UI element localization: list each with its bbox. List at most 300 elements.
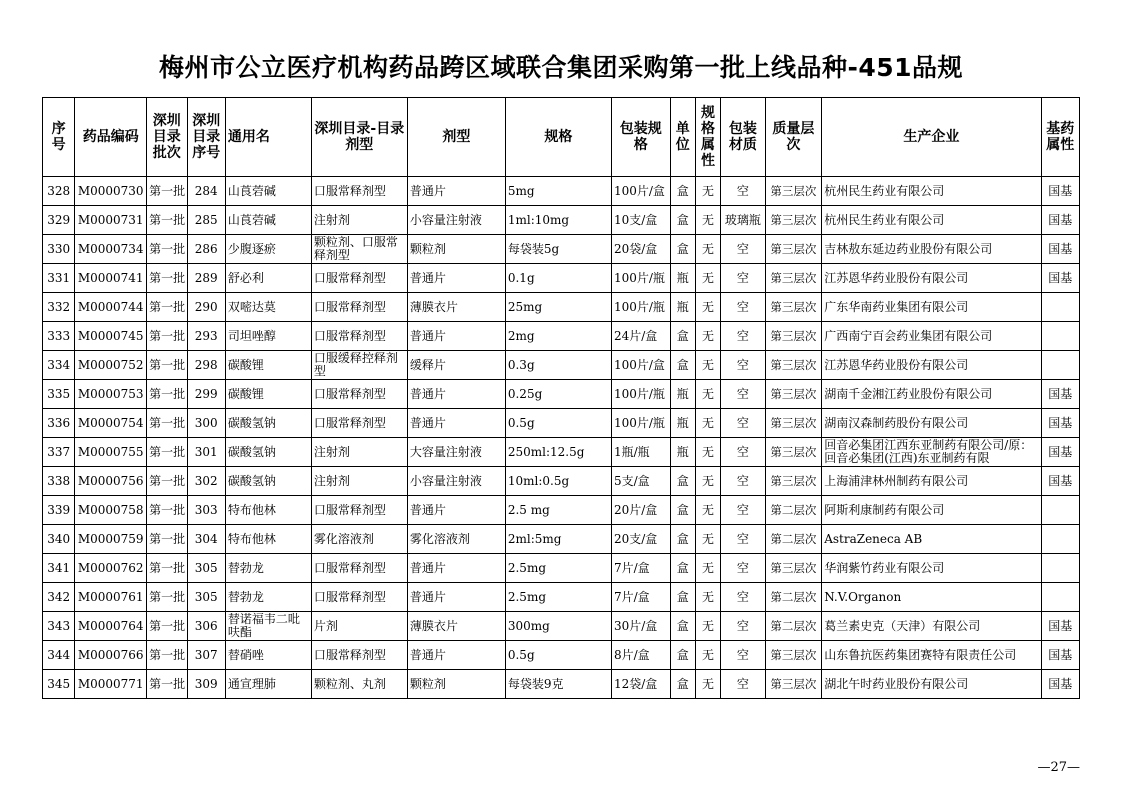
dosage-form-cell: 小容量注射液 [407, 206, 505, 235]
package-material-cell: 空 [721, 293, 765, 322]
generic-name-cell: 替诺福韦二吡呋酯 [225, 612, 311, 641]
table-row [43, 380, 1080, 409]
unit-cell: 盒 [670, 554, 695, 583]
generic-name-cell: 通宣理肺 [225, 670, 311, 699]
drug-code-cell: M0000766 [75, 641, 147, 670]
essential-drug-cell: 国基 [1041, 206, 1080, 235]
page-number: —27— [1037, 760, 1080, 775]
catalog-batch-cell: 第一批 [147, 235, 187, 264]
spec-attribute-cell: 无 [695, 293, 720, 322]
table-row [43, 641, 1080, 670]
catalog-dosage-form-cell: 注射剂 [311, 438, 407, 467]
essential-drug-cell [1041, 496, 1080, 525]
index-cell: 333 [43, 322, 75, 351]
catalog-dosage-form-cell: 注射剂 [311, 206, 407, 235]
spec-attribute-cell: 无 [695, 525, 720, 554]
quality-level-cell: 第三层次 [765, 641, 822, 670]
catalog-batch-cell: 第一批 [147, 525, 187, 554]
table-row [43, 554, 1080, 583]
spec-attribute-cell: 无 [695, 438, 720, 467]
unit-cell: 盒 [670, 496, 695, 525]
unit-cell: 盒 [670, 670, 695, 699]
catalog-batch-cell: 第一批 [147, 467, 187, 496]
specification-cell: 2.5mg [505, 554, 611, 583]
package-material-cell: 空 [721, 583, 765, 612]
catalog-number-cell: 301 [187, 438, 225, 467]
catalog-dosage-form-cell: 口服常释剂型 [311, 641, 407, 670]
package-spec-cell: 20片/盒 [611, 496, 670, 525]
drug-code-cell: M0000754 [75, 409, 147, 438]
generic-name-cell: 司坦唑醇 [225, 322, 311, 351]
package-material-cell: 空 [721, 351, 765, 380]
col-header-manufacturer: 生产企业 [822, 98, 1041, 177]
dosage-form-cell: 普通片 [407, 554, 505, 583]
package-spec-cell: 100片/瓶 [611, 264, 670, 293]
quality-level-cell: 第三层次 [765, 380, 822, 409]
package-material-cell: 玻璃瓶 [721, 206, 765, 235]
catalog-number-cell: 304 [187, 525, 225, 554]
dosage-form-cell: 雾化溶液剂 [407, 525, 505, 554]
drug-code-cell: M0000761 [75, 583, 147, 612]
catalog-batch-cell: 第一批 [147, 177, 187, 206]
package-material-cell: 空 [721, 380, 765, 409]
specification-cell: 2.5mg [505, 583, 611, 612]
index-cell: 336 [43, 409, 75, 438]
catalog-number-cell: 300 [187, 409, 225, 438]
quality-level-cell: 第二层次 [765, 525, 822, 554]
table-row [43, 351, 1080, 380]
quality-level-cell: 第三层次 [765, 293, 822, 322]
spec-attribute-cell: 无 [695, 351, 720, 380]
specification-cell: 每袋装9克 [505, 670, 611, 699]
generic-name-cell: 碳酸锂 [225, 351, 311, 380]
spec-attribute-cell: 无 [695, 554, 720, 583]
col-header-index: 序号 [43, 98, 75, 177]
catalog-dosage-form-cell: 口服常释剂型 [311, 177, 407, 206]
catalog-dosage-form-cell: 片剂 [311, 612, 407, 641]
catalog-dosage-form-cell: 口服常释剂型 [311, 583, 407, 612]
quality-level-cell: 第二层次 [765, 612, 822, 641]
drug-code-cell: M0000764 [75, 612, 147, 641]
catalog-dosage-form-cell: 口服常释剂型 [311, 293, 407, 322]
index-cell: 343 [43, 612, 75, 641]
spec-attribute-cell: 无 [695, 583, 720, 612]
table-row [43, 467, 1080, 496]
catalog-number-cell: 305 [187, 554, 225, 583]
spec-attribute-cell: 无 [695, 177, 720, 206]
table-row [43, 409, 1080, 438]
generic-name-cell: 山莨菪碱 [225, 177, 311, 206]
catalog-number-cell: 286 [187, 235, 225, 264]
package-spec-cell: 20袋/盒 [611, 235, 670, 264]
index-cell: 332 [43, 293, 75, 322]
quality-level-cell: 第三层次 [765, 322, 822, 351]
dosage-form-cell: 普通片 [407, 264, 505, 293]
col-header-essential-drug: 基药属性 [1041, 98, 1080, 177]
table-row [43, 235, 1080, 264]
index-cell: 344 [43, 641, 75, 670]
catalog-dosage-form-cell: 雾化溶液剂 [311, 525, 407, 554]
manufacturer-cell: 华润紫竹药业有限公司 [822, 554, 1041, 583]
drug-code-cell: M0000741 [75, 264, 147, 293]
specification-cell: 5mg [505, 177, 611, 206]
manufacturer-cell: 湖北午时药业股份有限公司 [822, 670, 1041, 699]
manufacturer-cell: N.V.Organon [822, 583, 1041, 612]
spec-attribute-cell: 无 [695, 206, 720, 235]
unit-cell: 盒 [670, 235, 695, 264]
catalog-batch-cell: 第一批 [147, 641, 187, 670]
drug-code-cell: M0000752 [75, 351, 147, 380]
table-row [43, 612, 1080, 641]
generic-name-cell: 双嘧达莫 [225, 293, 311, 322]
index-cell: 334 [43, 351, 75, 380]
dosage-form-cell: 颗粒剂 [407, 235, 505, 264]
package-material-cell: 空 [721, 177, 765, 206]
dosage-form-cell: 普通片 [407, 496, 505, 525]
quality-level-cell: 第二层次 [765, 583, 822, 612]
essential-drug-cell [1041, 583, 1080, 612]
drug-code-cell: M0000734 [75, 235, 147, 264]
spec-attribute-cell: 无 [695, 235, 720, 264]
generic-name-cell: 碳酸锂 [225, 380, 311, 409]
catalog-dosage-form-cell: 颗粒剂、丸剂 [311, 670, 407, 699]
drug-code-cell: M0000771 [75, 670, 147, 699]
package-material-cell: 空 [721, 264, 765, 293]
package-spec-cell: 12袋/盒 [611, 670, 670, 699]
spec-attribute-cell: 无 [695, 322, 720, 351]
table-row [43, 496, 1080, 525]
package-spec-cell: 100片/盒 [611, 351, 670, 380]
drug-code-cell: M0000759 [75, 525, 147, 554]
catalog-dosage-form-cell: 口服常释剂型 [311, 264, 407, 293]
manufacturer-cell: 回音必集团江西东亚制药有限公司/原：回音必集团(江西)东亚制药有限 [822, 438, 1041, 467]
index-cell: 340 [43, 525, 75, 554]
unit-cell: 盒 [670, 322, 695, 351]
drug-code-cell: M0000756 [75, 467, 147, 496]
manufacturer-cell: 上海浦津林州制药有限公司 [822, 467, 1041, 496]
dosage-form-cell: 小容量注射液 [407, 467, 505, 496]
generic-name-cell: 舒必利 [225, 264, 311, 293]
drug-code-cell: M0000745 [75, 322, 147, 351]
package-spec-cell: 100片/瓶 [611, 380, 670, 409]
catalog-batch-cell: 第一批 [147, 264, 187, 293]
quality-level-cell: 第三层次 [765, 206, 822, 235]
drug-code-cell: M0000731 [75, 206, 147, 235]
specification-cell: 0.3g [505, 351, 611, 380]
dosage-form-cell: 颗粒剂 [407, 670, 505, 699]
table-row [43, 583, 1080, 612]
specification-cell: 0.5g [505, 641, 611, 670]
specification-cell: 0.5g [505, 409, 611, 438]
table-row [43, 293, 1080, 322]
manufacturer-cell: 广东华南药业集团有限公司 [822, 293, 1041, 322]
essential-drug-cell: 国基 [1041, 467, 1080, 496]
quality-level-cell: 第三层次 [765, 409, 822, 438]
package-spec-cell: 100片/瓶 [611, 293, 670, 322]
essential-drug-cell: 国基 [1041, 641, 1080, 670]
unit-cell: 瓶 [670, 264, 695, 293]
drug-code-cell: M0000753 [75, 380, 147, 409]
quality-level-cell: 第三层次 [765, 670, 822, 699]
index-cell: 339 [43, 496, 75, 525]
specification-cell: 300mg [505, 612, 611, 641]
catalog-dosage-form-cell: 颗粒剂、口服常释剂型 [311, 235, 407, 264]
specification-cell: 2.5 mg [505, 496, 611, 525]
table-row [43, 206, 1080, 235]
page-title: 梅州市公立医疗机构药品跨区域联合集团采购第一批上线品种-451品规 [158, 53, 964, 82]
dosage-form-cell: 薄膜衣片 [407, 293, 505, 322]
catalog-number-cell: 303 [187, 496, 225, 525]
package-spec-cell: 7片/盒 [611, 554, 670, 583]
specification-cell: 2mg [505, 322, 611, 351]
table-row [43, 438, 1080, 467]
catalog-batch-cell: 第一批 [147, 293, 187, 322]
table-body [43, 177, 1080, 699]
essential-drug-cell [1041, 351, 1080, 380]
index-cell: 341 [43, 554, 75, 583]
dosage-form-cell: 大容量注射液 [407, 438, 505, 467]
index-cell: 337 [43, 438, 75, 467]
unit-cell: 瓶 [670, 293, 695, 322]
essential-drug-cell: 国基 [1041, 235, 1080, 264]
col-header-spec-attribute: 规格属性 [695, 98, 720, 177]
catalog-dosage-form-cell: 口服缓释控释剂型 [311, 351, 407, 380]
generic-name-cell: 山莨菪碱 [225, 206, 311, 235]
catalog-batch-cell: 第一批 [147, 496, 187, 525]
package-spec-cell: 30片/盒 [611, 612, 670, 641]
specification-cell: 25mg [505, 293, 611, 322]
package-spec-cell: 5支/盒 [611, 467, 670, 496]
quality-level-cell: 第二层次 [765, 496, 822, 525]
drug-code-cell: M0000755 [75, 438, 147, 467]
col-header-catalog-number: 深圳目录序号 [187, 98, 225, 177]
dosage-form-cell: 普通片 [407, 322, 505, 351]
essential-drug-cell: 国基 [1041, 670, 1080, 699]
generic-name-cell: 特布他林 [225, 525, 311, 554]
specification-cell: 0.1g [505, 264, 611, 293]
manufacturer-cell: 山东鲁抗医药集团赛特有限责任公司 [822, 641, 1041, 670]
catalog-batch-cell: 第一批 [147, 554, 187, 583]
essential-drug-cell [1041, 554, 1080, 583]
package-spec-cell: 24片/盒 [611, 322, 670, 351]
unit-cell: 瓶 [670, 380, 695, 409]
col-header-quality-level: 质量层次 [765, 98, 822, 177]
manufacturer-cell: 葛兰素史克（天津）有限公司 [822, 612, 1041, 641]
dosage-form-cell: 普通片 [407, 641, 505, 670]
catalog-dosage-form-cell: 口服常释剂型 [311, 409, 407, 438]
catalog-batch-cell: 第一批 [147, 380, 187, 409]
table-row [43, 322, 1080, 351]
manufacturer-cell: AstraZeneca AB [822, 525, 1041, 554]
package-spec-cell: 1瓶/瓶 [611, 438, 670, 467]
catalog-batch-cell: 第一批 [147, 583, 187, 612]
quality-level-cell: 第三层次 [765, 438, 822, 467]
index-cell: 331 [43, 264, 75, 293]
unit-cell: 盒 [670, 206, 695, 235]
spec-attribute-cell: 无 [695, 641, 720, 670]
manufacturer-cell: 湖南千金湘江药业股份有限公司 [822, 380, 1041, 409]
package-material-cell: 空 [721, 235, 765, 264]
generic-name-cell: 少腹逐瘀 [225, 235, 311, 264]
col-header-generic-name: 通用名 [225, 98, 311, 177]
index-cell: 345 [43, 670, 75, 699]
generic-name-cell: 碳酸氢钠 [225, 409, 311, 438]
col-header-unit: 单位 [670, 98, 695, 177]
essential-drug-cell [1041, 322, 1080, 351]
dosage-form-cell: 普通片 [407, 380, 505, 409]
unit-cell: 盒 [670, 641, 695, 670]
manufacturer-cell: 杭州民生药业有限公司 [822, 206, 1041, 235]
package-material-cell: 空 [721, 409, 765, 438]
index-cell: 330 [43, 235, 75, 264]
dosage-form-cell: 薄膜衣片 [407, 612, 505, 641]
col-header-dosage-form: 剂型 [407, 98, 505, 177]
dosage-form-cell: 普通片 [407, 409, 505, 438]
generic-name-cell: 特布他林 [225, 496, 311, 525]
package-material-cell: 空 [721, 554, 765, 583]
catalog-batch-cell: 第一批 [147, 438, 187, 467]
catalog-dosage-form-cell: 口服常释剂型 [311, 496, 407, 525]
essential-drug-cell: 国基 [1041, 409, 1080, 438]
catalog-batch-cell: 第一批 [147, 670, 187, 699]
package-spec-cell: 7片/盒 [611, 583, 670, 612]
unit-cell: 盒 [670, 467, 695, 496]
index-cell: 328 [43, 177, 75, 206]
dosage-form-cell: 普通片 [407, 177, 505, 206]
quality-level-cell: 第三层次 [765, 351, 822, 380]
catalog-dosage-form-cell: 注射剂 [311, 467, 407, 496]
unit-cell: 瓶 [670, 409, 695, 438]
table-row [43, 670, 1080, 699]
unit-cell: 盒 [670, 525, 695, 554]
catalog-batch-cell: 第一批 [147, 322, 187, 351]
catalog-dosage-form-cell: 口服常释剂型 [311, 554, 407, 583]
catalog-batch-cell: 第一批 [147, 612, 187, 641]
manufacturer-cell: 阿斯利康制药有限公司 [822, 496, 1041, 525]
dosage-form-cell: 缓释片 [407, 351, 505, 380]
package-material-cell: 空 [721, 438, 765, 467]
catalog-dosage-form-cell: 口服常释剂型 [311, 322, 407, 351]
package-material-cell: 空 [721, 525, 765, 554]
generic-name-cell: 碳酸氢钠 [225, 438, 311, 467]
index-cell: 342 [43, 583, 75, 612]
unit-cell: 盒 [670, 177, 695, 206]
catalog-number-cell: 298 [187, 351, 225, 380]
unit-cell: 盒 [670, 351, 695, 380]
manufacturer-cell: 江苏恩华药业股份有限公司 [822, 264, 1041, 293]
catalog-number-cell: 306 [187, 612, 225, 641]
generic-name-cell: 碳酸氢钠 [225, 467, 311, 496]
spec-attribute-cell: 无 [695, 670, 720, 699]
generic-name-cell: 替勃龙 [225, 554, 311, 583]
unit-cell: 盒 [670, 612, 695, 641]
package-material-cell: 空 [721, 641, 765, 670]
index-cell: 329 [43, 206, 75, 235]
dosage-form-cell: 普通片 [407, 583, 505, 612]
catalog-number-cell: 299 [187, 380, 225, 409]
col-header-package-material: 包装材质 [721, 98, 765, 177]
catalog-number-cell: 285 [187, 206, 225, 235]
index-cell: 338 [43, 467, 75, 496]
drug-table [42, 97, 1080, 699]
col-header-catalog-batch: 深圳目录批次 [147, 98, 187, 177]
essential-drug-cell: 国基 [1041, 264, 1080, 293]
spec-attribute-cell: 无 [695, 612, 720, 641]
manufacturer-cell: 江苏恩华药业股份有限公司 [822, 351, 1041, 380]
essential-drug-cell: 国基 [1041, 438, 1080, 467]
catalog-batch-cell: 第一批 [147, 351, 187, 380]
generic-name-cell: 替勃龙 [225, 583, 311, 612]
catalog-batch-cell: 第一批 [147, 409, 187, 438]
catalog-number-cell: 302 [187, 467, 225, 496]
package-material-cell: 空 [721, 496, 765, 525]
manufacturer-cell: 杭州民生药业有限公司 [822, 177, 1041, 206]
generic-name-cell: 替硝唑 [225, 641, 311, 670]
quality-level-cell: 第三层次 [765, 264, 822, 293]
spec-attribute-cell: 无 [695, 409, 720, 438]
unit-cell: 盒 [670, 583, 695, 612]
manufacturer-cell: 湖南汉森制药股份有限公司 [822, 409, 1041, 438]
drug-code-cell: M0000758 [75, 496, 147, 525]
package-spec-cell: 100片/盒 [611, 177, 670, 206]
essential-drug-cell [1041, 525, 1080, 554]
table-header-row [43, 98, 1080, 177]
spec-attribute-cell: 无 [695, 496, 720, 525]
catalog-number-cell: 305 [187, 583, 225, 612]
spec-attribute-cell: 无 [695, 467, 720, 496]
essential-drug-cell [1041, 293, 1080, 322]
specification-cell: 0.25g [505, 380, 611, 409]
table-row [43, 264, 1080, 293]
manufacturer-cell: 广西南宁百会药业集团有限公司 [822, 322, 1041, 351]
index-cell: 335 [43, 380, 75, 409]
quality-level-cell: 第三层次 [765, 467, 822, 496]
quality-level-cell: 第三层次 [765, 554, 822, 583]
specification-cell: 2ml:5mg [505, 525, 611, 554]
catalog-number-cell: 293 [187, 322, 225, 351]
essential-drug-cell: 国基 [1041, 612, 1080, 641]
quality-level-cell: 第三层次 [765, 235, 822, 264]
specification-cell: 每袋装5g [505, 235, 611, 264]
package-spec-cell: 20支/盒 [611, 525, 670, 554]
package-material-cell: 空 [721, 612, 765, 641]
drug-code-cell: M0000730 [75, 177, 147, 206]
package-spec-cell: 100片/瓶 [611, 409, 670, 438]
table-row [43, 177, 1080, 206]
package-spec-cell: 8片/盒 [611, 641, 670, 670]
catalog-dosage-form-cell: 口服常释剂型 [311, 380, 407, 409]
catalog-number-cell: 289 [187, 264, 225, 293]
package-material-cell: 空 [721, 467, 765, 496]
specification-cell: 250ml:12.5g [505, 438, 611, 467]
package-spec-cell: 10支/盒 [611, 206, 670, 235]
catalog-number-cell: 309 [187, 670, 225, 699]
col-header-specification: 规格 [505, 98, 611, 177]
spec-attribute-cell: 无 [695, 264, 720, 293]
package-material-cell: 空 [721, 670, 765, 699]
catalog-number-cell: 284 [187, 177, 225, 206]
catalog-number-cell: 290 [187, 293, 225, 322]
spec-attribute-cell: 无 [695, 380, 720, 409]
drug-code-cell: M0000744 [75, 293, 147, 322]
essential-drug-cell: 国基 [1041, 177, 1080, 206]
col-header-catalog-dosage-form: 深圳目录-目录剂型 [311, 98, 407, 177]
manufacturer-cell: 吉林敖东延边药业股份有限公司 [822, 235, 1041, 264]
table-row [43, 525, 1080, 554]
col-header-package-spec: 包装规格 [611, 98, 670, 177]
specification-cell: 10ml:0.5g [505, 467, 611, 496]
quality-level-cell: 第三层次 [765, 177, 822, 206]
